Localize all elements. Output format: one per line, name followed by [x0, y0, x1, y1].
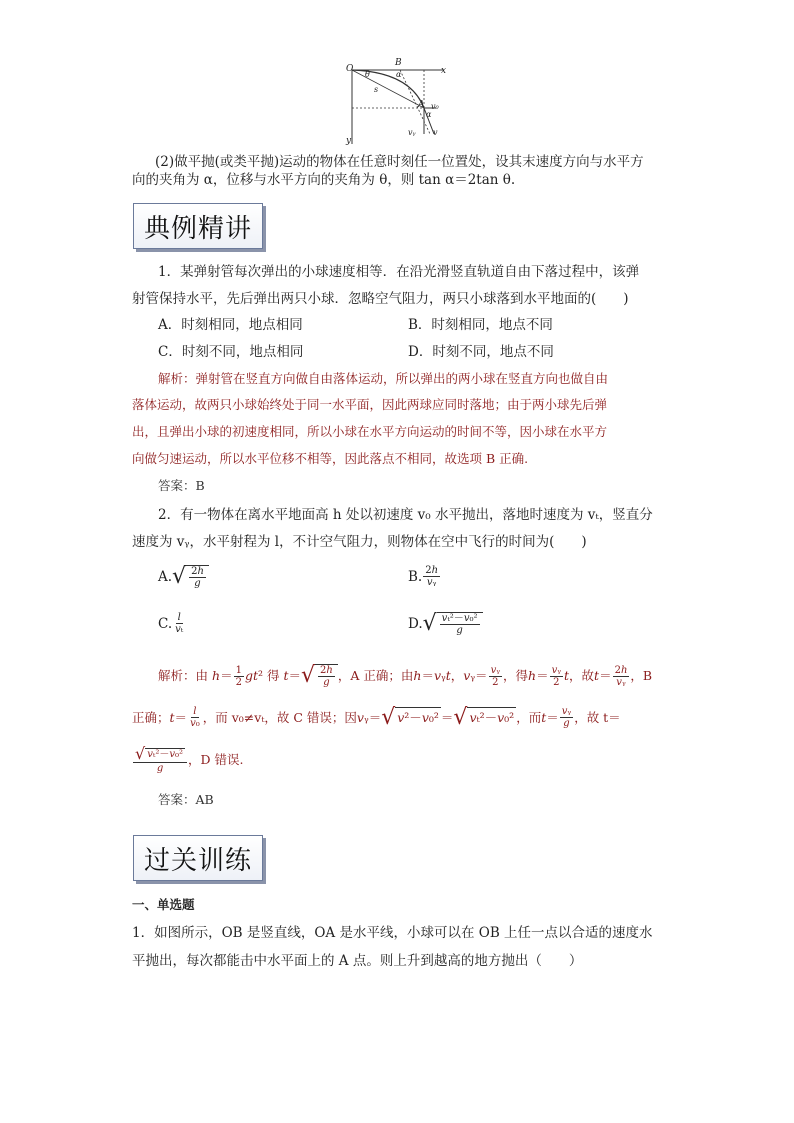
label-x: x [441, 66, 447, 76]
q1-stem-line1: 1．某弹射管每次弹出的小球速度相等．在沿光滑竖直轨道自由下落过程中，该弹 [158, 264, 640, 280]
q2-option-b: B. $\frac{2h}{\text{vᵧ}}$ [408, 565, 439, 588]
label-alpha: α [426, 110, 432, 119]
q1-explanation-line2: 落体运动，故两只小球始终处于同一水平面，因此两球应同时落地；由于两小球先后弹 [132, 397, 608, 412]
label-B: B [395, 58, 402, 68]
q1-explanation-line4: 向做匀速运动，所以水平位移不相等，因此落点不相同，故选项 B 正确. [132, 451, 529, 466]
label-v0: v₀ [431, 102, 439, 111]
intro-line1: (2)做平抛(或类平抛)运动的物体在任意时刻任一位置处，设其末速度方向与水平方 [155, 154, 644, 170]
label-O: O [346, 64, 354, 74]
q2-option-c: C. $\frac{l}{\text{vₜ}}$ [158, 612, 184, 635]
q1-answer: 答案：B [158, 478, 205, 493]
q2-explanation-line3: √ vₜ²－v₀² g ，D 错误. [135, 744, 244, 774]
q3-stem-line1: 1．如图所示，OB 是竖直线，OA 是水平线，小球可以在 OB 上任一点以合适的速度水 [132, 925, 653, 941]
q1-option-a: A．时刻相同，地点相同 [158, 317, 303, 333]
q3-stem-line2: 平抛出，每次都能击中水平面上的 A 点。则上升到越高的地方抛出（ ） [132, 953, 583, 969]
q2-option-d: D. √ $\frac{\text{vₜ²－v₀²}}{g}$ [408, 612, 483, 636]
section-banner-examples: 典例精讲 [133, 203, 263, 249]
q2-stem-line1: 2．有一物体在离水平地面高 h 处以初速度 v₀ 水平抛出，落地时速度为 vₜ，竖直分 [158, 507, 653, 523]
label-theta: θ [365, 70, 370, 79]
label-y: y [346, 136, 352, 146]
q2-explanation-line1: 解析： 由 h＝ $\frac{1}{2}$ gt² 得 t＝ √ $\frac{2h}{g}$ ，A 正确；由 h＝vᵧt，vᵧ＝ $\frac{\text{vᵧ}}{2}$ ，得 h＝ $\frac{\text{vᵧ}}{2}$ t ，故 t＝ $\frac{2h}{\text{vᵧ}}$ ，B [158, 663, 653, 688]
part-heading: 一、单选题 [132, 897, 195, 912]
q1-option-b: B．时刻相同，地点不同 [408, 317, 553, 333]
q1-explanation-line3: 出，且弹出小球的初速度相同，所以小球在水平方向运动的时间不等，因小球在水平方 [132, 424, 608, 439]
label-v: v [433, 128, 438, 137]
intro-line2: 向的夹角为 α，位移与水平方向的夹角为 θ，则 tan α＝2tan θ. [132, 172, 516, 188]
label-s: s [374, 85, 379, 94]
q1-stem-line2: 射管保持水平，先后弹出两只小球．忽略空气阻力，两只小球落到水平地面的( ) [132, 291, 629, 307]
q2-explanation-line2: 正确； t＝ $\frac{l}{\text{v₀}}$ ，而 v₀≠vₜ，故 C 错误；因 vᵧ＝ √ v²－v₀² ＝ √ vₜ²－v₀² ，而 t＝ $\frac{\text{vᵧ}}{g}$ ，故 t＝ [132, 704, 621, 730]
label-A: A [418, 100, 425, 110]
section-banner-practice: 过关训练 [133, 835, 263, 881]
q1-explanation-line1: 解析：弹射管在竖直方向做自由落体运动，所以弹出的两小球在竖直方向也做自由 [158, 371, 609, 386]
q2-stem-line2: 速度为 vᵧ，水平射程为 l，不计空气阻力，则物体在空中飞行的时间为( ) [132, 534, 587, 550]
label-alpha-top: α [396, 70, 402, 79]
q2-option-a: A. √ $\frac{2h}{g}$ [158, 565, 209, 589]
label-vy: vᵧ [408, 128, 416, 137]
q1-option-c: C．时刻不同，地点相同 [158, 344, 304, 360]
q1-option-d: D．时刻不同，地点不同 [408, 344, 554, 360]
q2-answer: 答案：AB [158, 792, 214, 807]
